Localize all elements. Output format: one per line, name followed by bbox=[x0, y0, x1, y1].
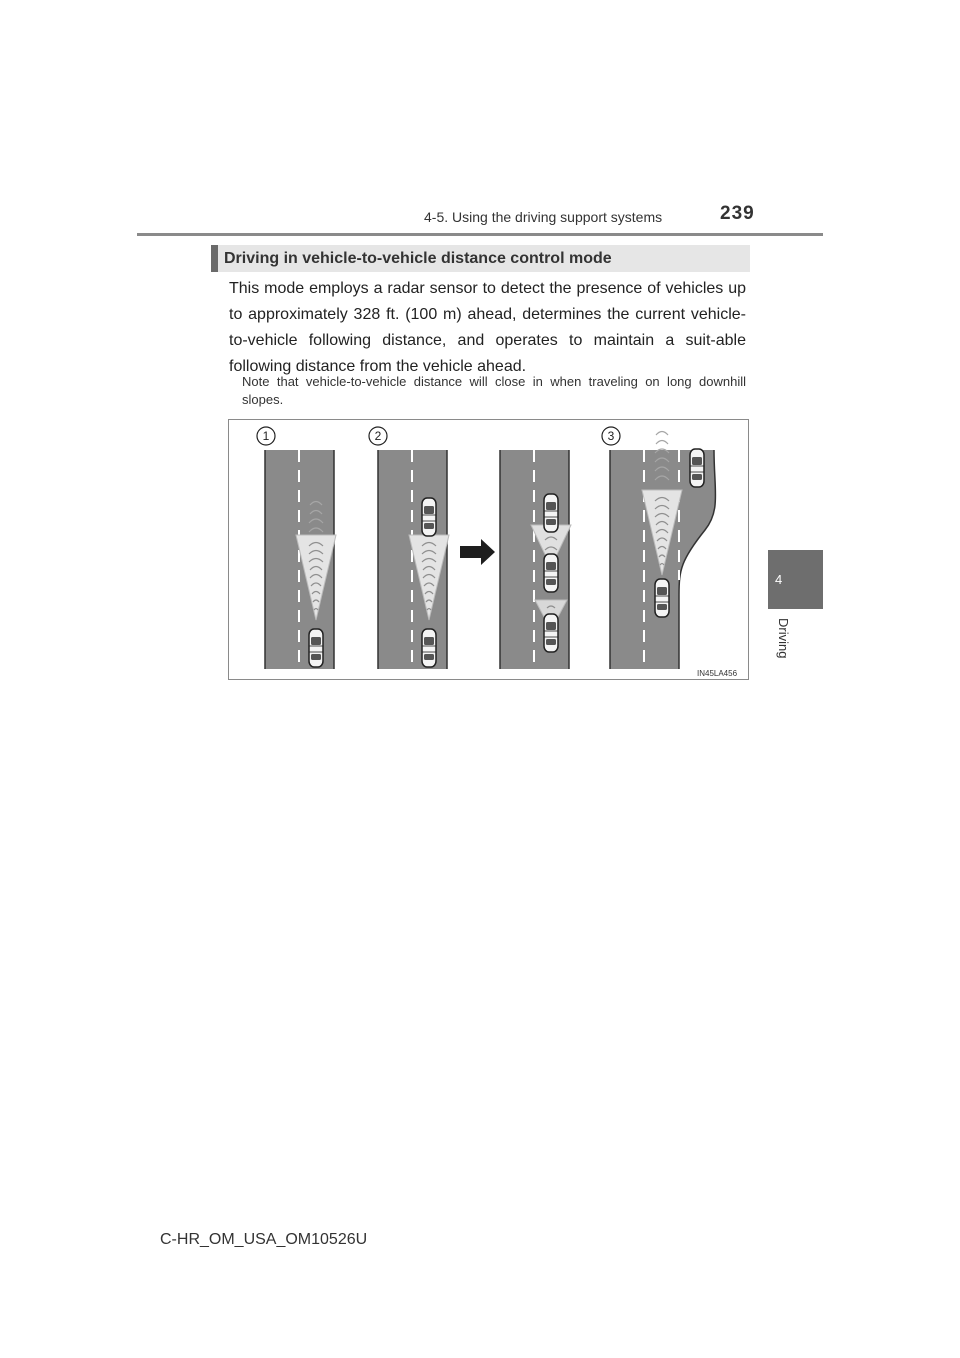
callout-2 bbox=[369, 427, 387, 445]
document-code: C-HR_OM_USA_OM10526U bbox=[160, 1231, 368, 1248]
radar-diagram-svg bbox=[229, 420, 748, 679]
road-scene-2b bbox=[500, 450, 571, 669]
body-paragraph: This mode employs a radar sensor to detect the presence of vehicles up to approximately 328 ft. (100 m) ahead, determines the current vehicle-to-vehicle following distance, and operates to maintain a suit-able following distance from the vehicle ahead. bbox=[229, 280, 746, 375]
section-title: Driving in vehicle-to-vehicle distance control mode bbox=[224, 250, 612, 267]
figure-code: IN45LA456 bbox=[697, 669, 738, 678]
transition-arrow-icon bbox=[460, 539, 495, 565]
callout-1 bbox=[257, 427, 275, 445]
road-scene-1 bbox=[265, 450, 336, 669]
header-rule bbox=[137, 233, 823, 236]
note-paragraph: Note that vehicle-to-vehicle distance will close in when traveling on long downhill slopes. bbox=[242, 374, 746, 407]
callout-1-label: 1 bbox=[262, 429, 270, 443]
road-scene-2 bbox=[378, 450, 449, 669]
page-number: 239 bbox=[720, 203, 755, 224]
chapter-label bbox=[768, 618, 823, 668]
chapter-name: Driving bbox=[776, 618, 791, 659]
header-section-title: 4-5. Using the driving support systems bbox=[424, 209, 663, 225]
chapter-number: 4 bbox=[775, 572, 783, 587]
callout-3-label: 3 bbox=[607, 429, 615, 443]
callout-3 bbox=[602, 427, 620, 445]
radar-diagram bbox=[228, 419, 749, 680]
road-scene-3 bbox=[610, 432, 716, 670]
callout-2-label: 2 bbox=[374, 429, 382, 443]
